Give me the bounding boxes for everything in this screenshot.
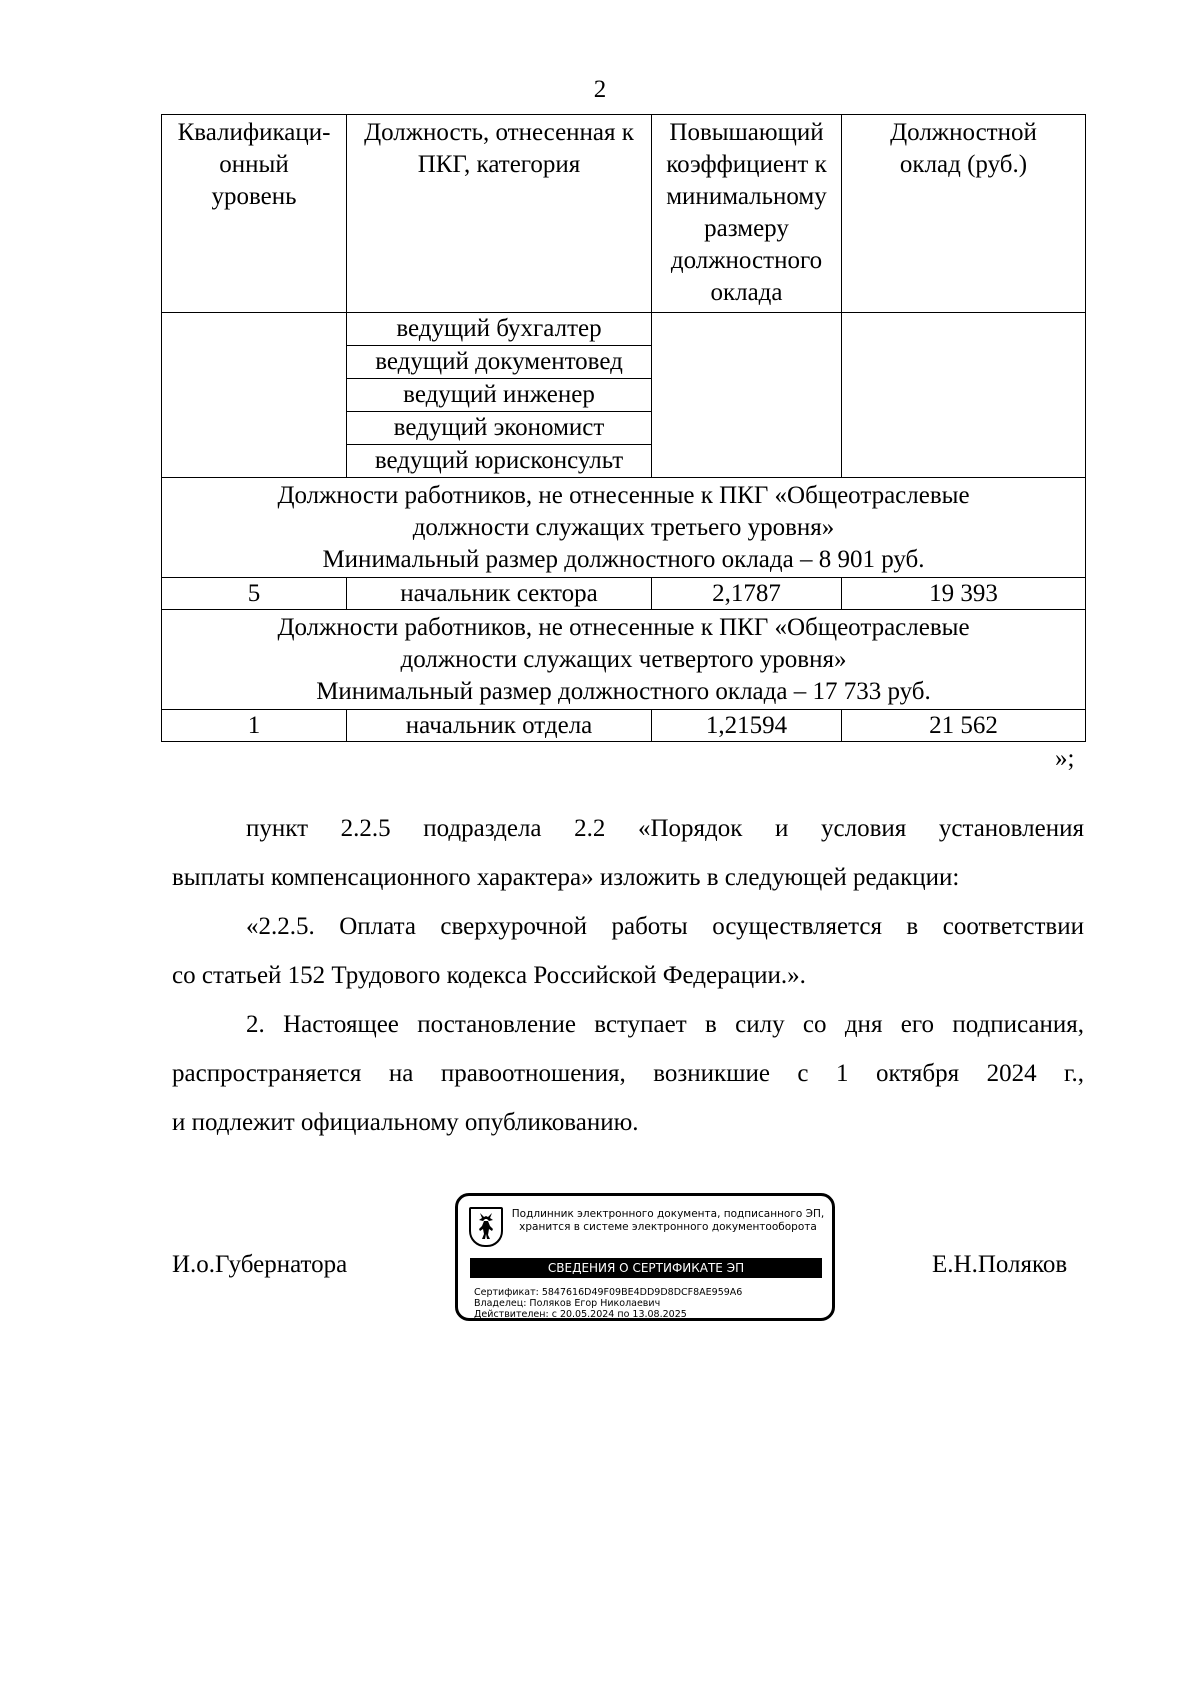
empty-salary-cell — [842, 313, 1086, 478]
header-qualification-level — [162, 115, 347, 313]
salary-cell: 21 562 — [842, 710, 1086, 742]
stamp-certificate: Сертификат: 5847616D49F09BE4DD9D8DCF8AE959A6 — [474, 1287, 743, 1298]
paragraph-line: выплаты компенсационного характера» изложить в следующей редакции: — [172, 864, 960, 891]
signatory-name: Е.Н.Поляков — [932, 1251, 1068, 1278]
header-text: Повышающий коэффициент к минимальному размеру должностного оклада — [666, 119, 827, 306]
header-text: Должностной оклад (руб.) — [890, 119, 1037, 178]
page-number: 2 — [593, 76, 607, 103]
position-cell: ведущий бухгалтер — [347, 313, 652, 346]
table-header-row — [162, 115, 1086, 313]
coat-of-arms-icon — [469, 1207, 503, 1247]
section-line: Должности работников, не отнесенные к ПКГ «Общеотраслевые — [277, 614, 970, 641]
paragraph-line: «2.2.5. Оплата сверхурочной работы осуществляется в соответствии — [246, 913, 1084, 940]
signatory-title: И.о.Губернатора — [172, 1251, 348, 1278]
section-line: должности служащих четвертого уровня» — [400, 646, 847, 673]
position-cell: начальник отдела — [347, 710, 652, 742]
paragraph-new-text — [172, 902, 1084, 1000]
header-text: Должность, отнесенная к ПКГ, категория — [364, 119, 634, 178]
header-position — [347, 115, 652, 313]
table-row — [162, 710, 1086, 742]
section-header-row — [162, 610, 1086, 710]
paragraph-effective — [172, 1000, 1084, 1147]
empty-coefficient-cell — [652, 313, 842, 478]
paragraph-line: и подлежит официальному опубликованию. — [172, 1109, 639, 1136]
section-line: должности служащих третьего уровня» — [412, 514, 835, 541]
paragraph-amendment — [172, 804, 1084, 902]
section-header-cell — [162, 478, 1086, 578]
position-cell: начальник сектора — [347, 578, 652, 610]
paragraph-line: распространяется на правоотношения, возникшие с 1 октября 2024 г., — [172, 1060, 1084, 1087]
stamp-owner: Владелец: Поляков Егор Николаевич — [474, 1298, 661, 1309]
stamp-validity: Действителен: с 20.05.2024 по 13.08.2025 — [474, 1309, 687, 1320]
header-coefficient — [652, 115, 842, 313]
table-closing-quote: »; — [1055, 745, 1075, 772]
section-header-cell — [162, 610, 1086, 710]
section-min-salary: Минимальный размер должностного оклада – 17 733 руб. — [316, 678, 931, 705]
table-row — [162, 313, 1086, 346]
stamp-header: СВЕДЕНИЯ О СЕРТИФИКАТЕ ЭП — [470, 1258, 822, 1278]
stamp-original-note — [508, 1208, 828, 1234]
stamp-note-line: Подлинник электронного документа, подписанного ЭП, — [511, 1208, 825, 1220]
empty-level-cell — [162, 313, 347, 478]
position-cell: ведущий инженер — [347, 379, 652, 412]
section-line: Должности работников, не отнесенные к ПКГ «Общеотраслевые — [277, 482, 970, 509]
level-cell: 1 — [162, 710, 347, 742]
paragraph-line: со статьей 152 Трудового кодекса Российской Федерации.». — [172, 962, 806, 989]
salary-cell: 19 393 — [842, 578, 1086, 610]
paragraph-line: пункт 2.2.5 подраздела 2.2 «Порядок и условия установления — [246, 815, 1084, 842]
position-cell: ведущий экономист — [347, 412, 652, 445]
header-salary — [842, 115, 1086, 313]
section-header-row — [162, 478, 1086, 578]
table-row — [162, 578, 1086, 610]
stamp-note-line: хранится в системе электронного документооборота — [519, 1221, 817, 1233]
coefficient-cell: 1,21594 — [652, 710, 842, 742]
coefficient-cell: 2,1787 — [652, 578, 842, 610]
stamp-details — [474, 1287, 742, 1320]
section-min-salary: Минимальный размер должностного оклада – 8 901 руб. — [322, 546, 925, 573]
level-cell: 5 — [162, 578, 347, 610]
electronic-signature-stamp — [455, 1193, 835, 1321]
paragraph-line: 2. Настоящее постановление вступает в силу со дня его подписания, — [246, 1011, 1084, 1038]
header-text: Квалификаци- онный уровень — [177, 119, 331, 210]
salary-table — [161, 114, 1086, 742]
position-cell: ведущий юрисконсульт — [347, 445, 652, 478]
position-cell: ведущий документовед — [347, 346, 652, 379]
